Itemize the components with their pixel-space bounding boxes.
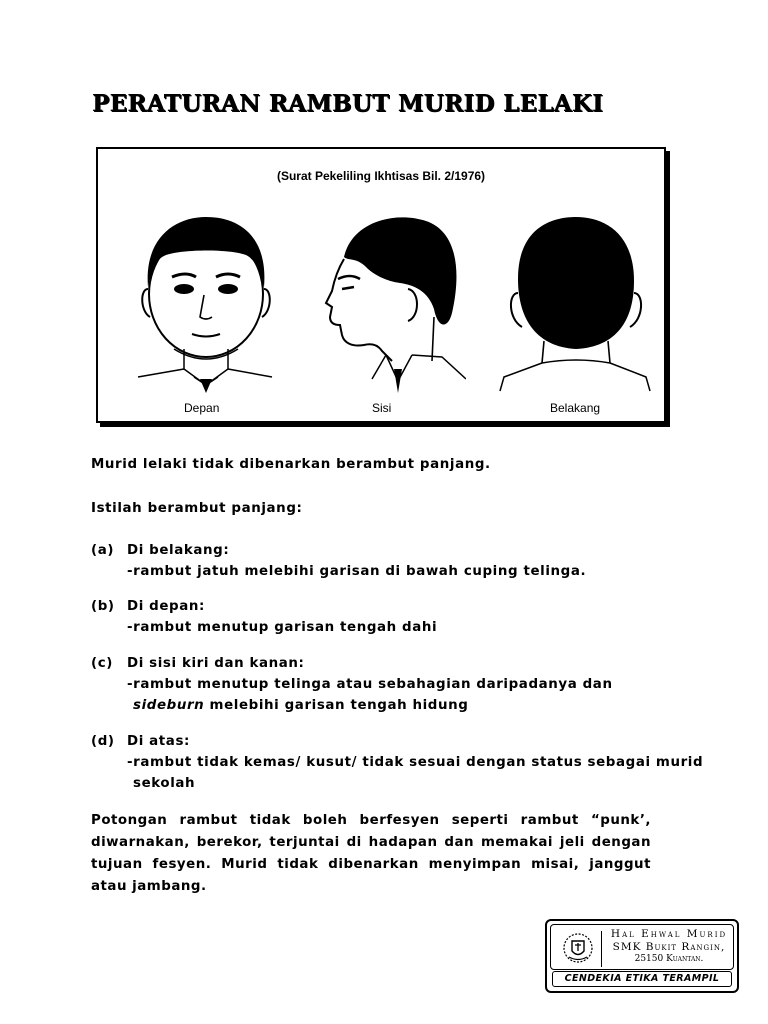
school-crest-icon <box>561 931 595 965</box>
intro-statement: Murid lelaki tidak dibenarkan berambut panjang. <box>91 457 491 472</box>
front-view-label: Depan <box>184 401 220 415</box>
stamp-address: 25150 Kuantan. <box>634 954 704 964</box>
page-title: PERATURAN RAMBUT MURID LELAKI <box>92 90 604 117</box>
stamp-header <box>550 924 734 970</box>
side-head-icon <box>316 209 466 399</box>
rule-marker: (b) <box>91 599 115 614</box>
rule-marker: (c) <box>91 656 113 671</box>
rule-heading: Di belakang: <box>127 543 230 558</box>
rule-detail-rest: melebihi garisan tengah hidung <box>204 698 469 713</box>
stamp-school: SMK Bukit Rangin, <box>612 941 726 953</box>
rule-detail: -rambut tidak kemas/ kusut/ tidak sesuai dengan status sebagai murid <box>127 755 704 770</box>
stamp-department: Hal Ehwal Murid <box>610 928 728 940</box>
rule-detail-continued <box>133 698 468 713</box>
rule-marker: (a) <box>91 543 115 558</box>
sideburn-term: sideburn <box>133 698 205 713</box>
rule-heading: Di sisi kiri dan kanan: <box>127 656 305 671</box>
stamp-divider <box>601 931 602 967</box>
rule-detail-continued: sekolah <box>133 776 196 791</box>
rule-detail: -rambut menutup telinga atau sebahagian daripadanya dan <box>127 677 613 692</box>
rule-detail: -rambut menutup garisan tengah dahi <box>127 620 438 635</box>
side-view-label: Sisi <box>372 401 392 415</box>
rule-heading: Di depan: <box>127 599 205 614</box>
back-view-label: Belakang <box>550 401 601 415</box>
rule-marker: (d) <box>91 734 115 749</box>
stamp-motto: CENDEKIA ETIKA TERAMPIL <box>552 971 732 987</box>
hair-illustration-figure <box>96 147 666 423</box>
closing-paragraph: Potongan rambut tidak boleh berfesyen seperti rambut “punk’, diwarnakan, berekor, terjuntai di hadapan dan memakai jeli dengan tujuan fesyen. Murid tidak dibenarkan menyimpan misai, janggut atau jambang. <box>91 813 651 894</box>
rule-heading: Di atas: <box>127 734 190 749</box>
office-stamp <box>545 919 739 993</box>
figure-caption: (Surat Pekeliling Ikhtisas Bil. 2/1976) <box>276 169 486 183</box>
front-head-icon <box>134 209 274 399</box>
rule-detail: -rambut jatuh melebihi garisan di bawah cuping telinga. <box>127 564 587 579</box>
back-head-icon <box>494 209 654 399</box>
definition-heading: Istilah berambut panjang: <box>91 501 303 516</box>
